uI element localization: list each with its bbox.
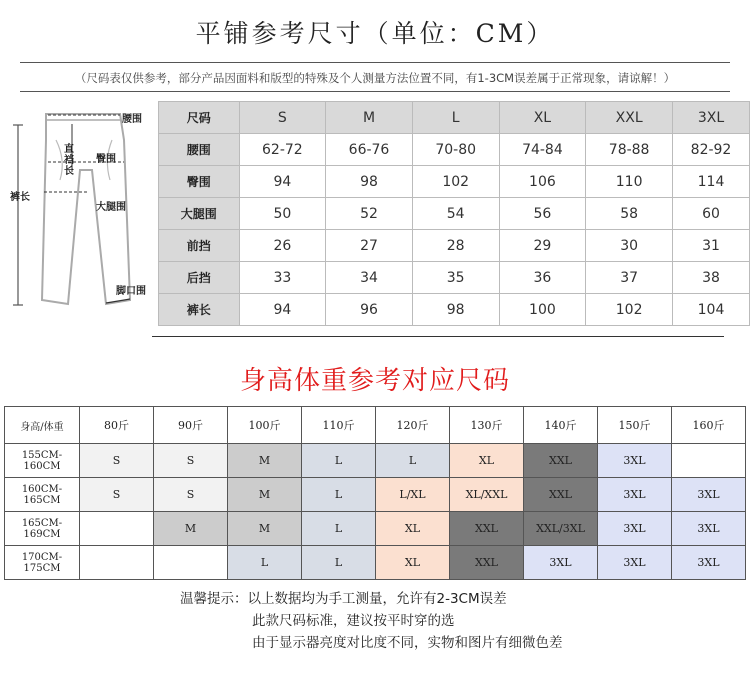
weight-header: 150斤 <box>598 407 672 444</box>
height-label: 165CM-169CM <box>5 512 80 546</box>
size-recommendation-cell: 3XL <box>524 546 598 580</box>
weight-header: 90斤 <box>154 407 228 444</box>
size-cell: 54 <box>412 198 499 230</box>
page-title: 平铺参考尺寸（单位：CM） <box>195 19 555 48</box>
size-recommendation-cell: 3XL <box>672 546 746 580</box>
size-cell: 74-84 <box>499 134 586 166</box>
size-row <box>159 198 750 230</box>
size-cell: 60 <box>673 198 750 230</box>
size-recommendation-cell: L <box>302 478 376 512</box>
size-recommendation-cell: XXL <box>524 444 598 478</box>
size-row-label: 前挡 <box>159 230 240 262</box>
size-cell: 100 <box>499 294 586 326</box>
size-cell: 110 <box>586 166 673 198</box>
size-header-xxl: XXL <box>586 102 673 134</box>
size-recommendation-cell: S <box>154 478 228 512</box>
thigh-label: 大腿围 <box>96 202 126 213</box>
height-row <box>5 512 746 546</box>
weight-header: 130斤 <box>450 407 524 444</box>
size-row <box>159 294 750 326</box>
height-label: 170CM-175CM <box>5 546 80 580</box>
pants-diagram-icon <box>8 100 158 340</box>
size-cell: 52 <box>326 198 413 230</box>
size-recommendation-cell: XXL <box>450 546 524 580</box>
size-cell: 34 <box>326 262 413 294</box>
size-recommendation-cell: XL <box>376 546 450 580</box>
size-recommendation-cell: XXL/3XL <box>524 512 598 546</box>
size-recommendation-cell: 3XL <box>598 512 672 546</box>
size-cell: 102 <box>586 294 673 326</box>
size-recommendation-cell: M <box>154 512 228 546</box>
hip-label: 臀围 <box>96 154 116 165</box>
size-cell: 36 <box>499 262 586 294</box>
size-recommendation-cell: L <box>376 444 450 478</box>
length-label: 裤长 <box>10 192 30 203</box>
height-row <box>5 478 746 512</box>
size-recommendation-cell: L <box>302 444 376 478</box>
size-measurement-table <box>158 101 750 326</box>
size-recommendation-cell: S <box>80 478 154 512</box>
hw-corner-label: 身高/体重 <box>5 407 80 444</box>
height-row <box>5 444 746 478</box>
height-row <box>5 546 746 580</box>
size-recommendation-cell <box>80 546 154 580</box>
weight-header: 110斤 <box>302 407 376 444</box>
size-cell: 29 <box>499 230 586 262</box>
size-cell: 58 <box>586 198 673 230</box>
size-cell: 62-72 <box>239 134 326 166</box>
size-header-row <box>159 102 750 134</box>
size-recommendation-cell: L <box>302 546 376 580</box>
size-cell: 27 <box>326 230 413 262</box>
size-row <box>159 230 750 262</box>
size-cell: 50 <box>239 198 326 230</box>
weight-header: 100斤 <box>228 407 302 444</box>
tip-line-3: 由于显示器亮度对比度不同，实物和图片有细微色差 <box>252 635 563 651</box>
size-cell: 30 <box>586 230 673 262</box>
size-cell: 106 <box>499 166 586 198</box>
size-header-m: M <box>326 102 413 134</box>
size-recommendation-cell: L/XL <box>376 478 450 512</box>
size-cell: 82-92 <box>673 134 750 166</box>
size-recommendation-cell: M <box>228 444 302 478</box>
size-recommendation-cell: XL <box>376 512 450 546</box>
size-row-label: 臀围 <box>159 166 240 198</box>
size-cell: 56 <box>499 198 586 230</box>
weight-header-row <box>5 407 746 444</box>
section-divider <box>152 336 724 337</box>
size-cell: 98 <box>326 166 413 198</box>
size-recommendation-cell: XXL <box>450 512 524 546</box>
size-cell: 33 <box>239 262 326 294</box>
pants-figure <box>8 100 158 340</box>
size-row-label: 腰围 <box>159 134 240 166</box>
size-recommendation-cell <box>154 546 228 580</box>
size-row <box>159 134 750 166</box>
size-recommendation-cell: 3XL <box>672 512 746 546</box>
height-label: 160CM-165CM <box>5 478 80 512</box>
size-header-3xl: 3XL <box>673 102 750 134</box>
size-cell: 70-80 <box>412 134 499 166</box>
size-recommendation-cell: S <box>154 444 228 478</box>
size-row <box>159 166 750 198</box>
size-recommendation-cell: 3XL <box>598 546 672 580</box>
size-row-label: 裤长 <box>159 294 240 326</box>
size-header-label: 尺码 <box>159 102 240 134</box>
tip-line-2: 此款尺码标准，建议按平时穿的选 <box>252 613 455 629</box>
size-cell: 96 <box>326 294 413 326</box>
weight-header: 140斤 <box>524 407 598 444</box>
weight-header: 120斤 <box>376 407 450 444</box>
size-recommendation-cell: M <box>228 478 302 512</box>
size-recommendation-cell: XXL <box>524 478 598 512</box>
weight-header: 160斤 <box>672 407 746 444</box>
size-recommendation-cell: M <box>228 512 302 546</box>
size-cell: 102 <box>412 166 499 198</box>
size-recommendation-cell: XL/XXL <box>450 478 524 512</box>
weight-header: 80斤 <box>80 407 154 444</box>
size-recommendation-cell <box>672 444 746 478</box>
size-cell: 31 <box>673 230 750 262</box>
size-cell: 28 <box>412 230 499 262</box>
size-cell: 37 <box>586 262 673 294</box>
waist-label: 腰围 <box>122 114 142 125</box>
size-recommendation-cell: 3XL <box>598 444 672 478</box>
size-recommendation-cell: L <box>228 546 302 580</box>
size-recommendation-cell <box>80 512 154 546</box>
size-cell: 94 <box>239 294 326 326</box>
size-recommendation-cell: XL <box>450 444 524 478</box>
hem-label: 脚口围 <box>116 286 146 297</box>
size-recommendation-cell: S <box>80 444 154 478</box>
size-header-l: L <box>412 102 499 134</box>
disclaimer-note: （尺码表仅供参考，部分产品因面料和版型的特殊及个人测量方法位置不同，有1-3CM误差属于正常现象，请谅解！） <box>74 71 676 85</box>
size-recommendation-cell: 3XL <box>672 478 746 512</box>
rise-label: 直裆长 <box>64 144 74 177</box>
height-weight-table <box>4 406 746 580</box>
size-recommendation-cell: L <box>302 512 376 546</box>
size-header-s: S <box>239 102 326 134</box>
size-cell: 78-88 <box>586 134 673 166</box>
size-cell: 98 <box>412 294 499 326</box>
size-cell: 38 <box>673 262 750 294</box>
size-cell: 35 <box>412 262 499 294</box>
size-recommendation-cell: 3XL <box>598 478 672 512</box>
height-weight-title: 身高体重参考对应尺码 <box>239 366 510 396</box>
size-header-xl: XL <box>499 102 586 134</box>
tips-block <box>180 588 720 654</box>
height-label: 155CM-160CM <box>5 444 80 478</box>
note-bar <box>20 62 730 92</box>
size-row-label: 大腿围 <box>159 198 240 230</box>
tip-line-1: 温馨提示：以上数据均为手工测量，允许有2-3CM误差 <box>180 591 507 607</box>
size-cell: 94 <box>239 166 326 198</box>
size-row <box>159 262 750 294</box>
size-cell: 66-76 <box>326 134 413 166</box>
size-cell: 26 <box>239 230 326 262</box>
size-row-label: 后挡 <box>159 262 240 294</box>
size-cell: 114 <box>673 166 750 198</box>
size-cell: 104 <box>673 294 750 326</box>
